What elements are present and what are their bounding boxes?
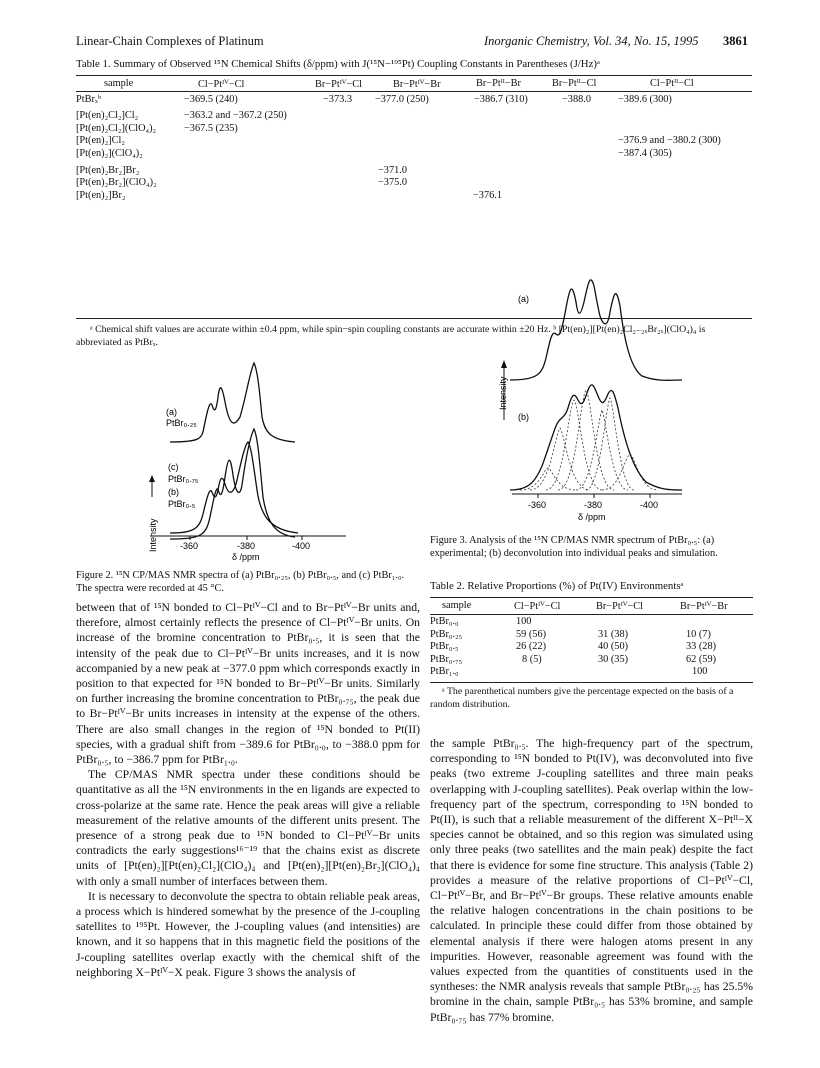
table1-cell: −388.0: [562, 93, 591, 105]
table2-cell: 26 (22): [516, 641, 547, 653]
figure2-label-c: (c): [168, 462, 179, 472]
table1-cell: −387.4 (305): [618, 147, 672, 159]
figure3-tick-label: -360: [528, 500, 547, 510]
figure2-caption: Figure 2. ¹⁵N CP/MAS NMR spectra of (a) PtBr₀.₂₅, (b) PtBr₀.₅, and (c) PtBr₁.₀. The spectra were recorded at 45 °C.: [76, 570, 405, 594]
table1-row: [76, 190, 752, 203]
figure2-label-b: (b): [168, 487, 179, 497]
table2-row: [430, 654, 753, 666]
table1-cell: −363.2 and −367.2 (250): [184, 110, 287, 122]
table1-cell: [Pt(en)₂]Cl₂: [76, 135, 125, 147]
figure3-label-b: (b): [518, 412, 529, 422]
table1-cell: [Pt(en)₂](ClO₄)₂: [76, 147, 143, 159]
figure2-ylabel: Intensity: [148, 518, 158, 552]
table1-top-rule: [76, 75, 752, 76]
table1-cell: −375.0: [378, 177, 407, 189]
table2-cell: 40 (50): [598, 641, 629, 653]
table1-cell: [Pt(en)₂Cl₂](ClO₄)₂: [76, 122, 157, 134]
table1-header: Br−Ptᴵᴵ−Br: [476, 78, 521, 89]
table1-cell: −371.0: [378, 164, 407, 176]
figure2-xlabel: δ /ppm: [232, 552, 260, 562]
table1-cell: −386.7 (310): [474, 93, 528, 105]
table1-row: [76, 123, 752, 136]
table1-cell: [Pt(en)₂]Br₂: [76, 189, 126, 201]
table1-cell: [Pt(en)₂Br₂](ClO₄)₂: [76, 177, 157, 189]
figure3-caption: Figure 3. Analysis of the ¹⁵N CP/MAS NMR spectrum of PtBr₀.₅: (a) experimental; (b) deconvolution into individual peaks and simulation.: [430, 535, 718, 559]
table2-cell: 62 (59): [686, 653, 717, 665]
table1-header: Br−Ptᴵᴵ−Cl: [552, 78, 597, 89]
figure3-trace-b-simulation: [510, 385, 682, 490]
table2-cell: 8 (5): [522, 653, 542, 665]
table1-cell: −367.5 (235): [184, 122, 238, 134]
figure2-tick-label: -400: [292, 541, 311, 551]
figure3-arrowhead: [501, 360, 507, 368]
table2-row: [430, 666, 753, 678]
table1-header: Cl−Ptᴵᴵ−Cl: [650, 78, 694, 89]
table2-row: [430, 641, 753, 653]
figure3-deconvolution-peaks: [520, 390, 658, 490]
table2-header: Cl−Ptᴵⱽ−Cl: [514, 601, 561, 612]
table1-footnote: ᵃ Chemical shift values are accurate within ±0.4 ppm, while spin−spin coupling constants are accurate within ±20 Hz. ᵇ [Pt(en)₂][Pt(en)₂Cl₂₋₂ₓBr₂ₓ](ClO₄)₄ is abbreviated as PtBrₓ.: [76, 324, 706, 348]
table1-header-row: [76, 78, 752, 91]
figure2-tick-label: -360: [180, 541, 199, 551]
table2-cell: PtBr₀.₂₅: [430, 628, 463, 640]
table1: [76, 78, 752, 202]
table1-header: Cl−Ptᴵⱽ−Cl: [198, 79, 245, 90]
table1-row: [76, 135, 752, 148]
table1-header: sample: [104, 78, 134, 89]
paragraph: between that of ¹⁵N bonded to Cl−Ptᴵⱽ−Cl and to Br−Ptᴵⱽ−Br units and, therefore, almost certainly reflects the presence of Cl−Ptᴵⱽ−Br units. On increase of the bromine concentration to PtBr₀.₅, it is seen that the intensity of the peak due to Cl−Ptᴵⱽ−Br units increases, and it is now accompanied by a new peak at −377.0 ppm which corresponds exactly in position to that expected for ¹⁵N bonded to Br−Ptᴵⱽ−Br units. Similarly on further increasing the bromine concentration to PtBr₀.₇₅, the peak due to Br−Ptᴵⱽ−Br units increases in intensity at the expense of the others. There are also small changes in the region of ¹⁵N bonded to Pt(II) species, with a gradual shift from −389.6 for PtBr₀.₀, to −388.0 ppm for PtBr₀.₅, to −386.7 ppm for PtBr₁.₀.: [76, 601, 420, 767]
figure2-x-axis: [150, 530, 350, 564]
running-title: Linear-Chain Complexes of Platinum: [76, 34, 264, 48]
table1-header: Br−Ptᴵⱽ−Cl: [315, 79, 362, 90]
figure2-trace-c: [170, 442, 298, 533]
figure3-ylabel: Intensity: [498, 376, 508, 410]
table2-cell: 31 (38): [598, 628, 629, 640]
table2: [430, 600, 753, 678]
figure3-spectra: [490, 268, 700, 536]
journal-citation: Inorganic Chemistry, Vol. 34, No. 15, 1995: [484, 34, 699, 48]
figure3-trace-a: [510, 280, 682, 380]
figure3-tick-label: -380: [584, 500, 603, 510]
table2-cell: PtBr₁.₀: [430, 665, 459, 677]
figure2-label-a: (a): [166, 407, 177, 417]
table1-cell: −376.9 and −380.2 (300): [618, 135, 721, 147]
figure2-trace-a: [170, 363, 295, 442]
table1-header: Br−Ptᴵⱽ−Br: [393, 79, 441, 90]
table1-row: [76, 165, 752, 178]
table2-header: sample: [442, 600, 472, 611]
table2-row: [430, 629, 753, 641]
paragraph: It is necessary to deconvolute the spectra to obtain reliable peak areas, a process which is hindered somewhat by the presence of the J-coupling satellites to ¹⁹⁵Pt. However, the J-coupling values (and intensities) are known, and it so happens that in this magnetic field the positions of the J-coupling satellites overlap exactly with the chemical shift of the neighboring X−Ptᴵⱽ−X peak. Figure 3 shows the analysis of: [76, 889, 420, 979]
deconvolution-peak: [520, 468, 576, 490]
figure3-tick-label: -400: [640, 500, 659, 510]
table2-cell: 10 (7): [686, 628, 711, 640]
left-column: [76, 600, 420, 980]
table2-header-row: [430, 600, 753, 612]
table1-row: [76, 110, 752, 123]
table2-cell: PtBr₀.₅: [430, 641, 459, 653]
table1-row: [76, 148, 752, 161]
table1-cell: −376.1: [473, 189, 502, 201]
figure2-tick-label: -380: [237, 541, 256, 551]
table1-cell: −377.0 (250): [375, 93, 429, 105]
paragraph: the sample PtBr₀.₅. The high-frequency part of the spectrum, corresponding to ¹⁵N bonded to Pt(IV), was deconvoluted into five peaks (two extreme J-coupling satellites and three main peaks overlapping with J-coupling satellites). Peak overlap within the low-frequency part of the spectrum, corresponding to ¹⁵N bonded to Pt(II), is such that a reliable measurement of the different X−Ptᴵᴵ−X species cannot be obtained, and so this region was simulated using only three peaks (two satellites and the main peak) despite the fact that there is evidence for some fine structure. This analysis (Table 2) provides a measure of the relative proportions of Cl−Ptᴵⱽ−Cl, Cl−Ptᴵⱽ−Br, and Br−Ptᴵⱽ−Br groups. These relative amounts enable the relative halogen concentrations in the chain positions to be calculated. In principle these could differ from those obtained by elemental analysis if there were halogen atoms present in any impurities. However, reasonable agreement was found with the values expected from the quantities of constituents used in the syntheses: the NMR analysis reveals that sample PtBr₀.₂₅ has 25.5% bromine in the chain, sample PtBr₀.₅ has 53% bromine, and sample PtBr₀.₇₅ has 77% bromine.: [430, 737, 753, 1024]
figure2-label-c-sample: PtBr₀.₇₅: [168, 474, 199, 484]
deconvolution-peak: [558, 390, 614, 490]
table2-cell: 59 (56): [516, 628, 547, 640]
table2-cell: 33 (28): [686, 641, 717, 653]
page-number: 3861: [723, 34, 748, 48]
table1-cell: [Pt(en)₂Br₂]Br₂: [76, 164, 140, 176]
figure3-label-a: (a): [518, 294, 529, 304]
table1-cell: [Pt(en)₂Cl₂]Cl₂: [76, 110, 139, 122]
table1-cell: PtBrₓᵇ: [76, 93, 102, 105]
table2-cell: 100: [692, 665, 708, 677]
table2-top-rule: [430, 597, 753, 598]
table2-cell: 30 (35): [598, 653, 629, 665]
table2-cell: PtBr₀.₇₅: [430, 653, 463, 665]
figure3-xlabel: δ /ppm: [578, 512, 606, 522]
table1-row: [76, 94, 752, 107]
table2-header: Br−Ptᴵⱽ−Br: [680, 601, 728, 612]
table1-cell: −373.3: [323, 93, 352, 105]
table1-caption: Table 1. Summary of Observed ¹⁵N Chemical Shifts (δ/ppm) with J(¹⁵N−¹⁹⁵Pt) Coupling Constants in Parentheses (J/Hz)ᵃ: [76, 58, 600, 70]
table2-footnote: ᵃ The parenthetical numbers give the percentage expected on the basis of a random distribution.: [430, 686, 734, 710]
figure2-label-b-sample: PtBr₀.₅: [168, 499, 196, 509]
table1-cell: −389.6 (300): [618, 93, 672, 105]
table2-header: Br−Ptᴵⱽ−Cl: [596, 601, 643, 612]
table2-caption: Table 2. Relative Proportions (%) of Pt(IV) Environmentsᵃ: [430, 580, 684, 592]
table2-cell: PtBr₀.₀: [430, 616, 459, 628]
deconvolution-peak: [576, 410, 628, 490]
figure2-label-a-sample: PtBr₀.₂₅: [166, 418, 197, 428]
paragraph: The CP/MAS NMR spectra under these conditions should be quantitative as all the ¹⁵N environments in the en ligands are expected to cross-polarize at the same rate. Hence the peak areas will give a reliable measurement of the relative amounts of the different units present. The presence of a strong peak due to ¹⁵N bonded to Cl−Ptᴵⱽ−Br units contradicts the early suggestions¹⁶⁻¹⁹ that the chains exist as discrete units of [Pt(en)₂][Pt(en)₂Cl₂](ClO₄)₄ and [Pt(en)₂][Pt(en)₂Br₂](ClO₄)₄ with only a small number of interfaces between them.: [76, 768, 420, 888]
table2-cell: 100: [516, 616, 532, 628]
table1-row: [76, 177, 752, 190]
table1-cell: −369.5 (240): [184, 93, 238, 105]
right-column: [430, 736, 753, 1025]
table2-row: [430, 616, 753, 628]
table2-bottom-rule: [430, 682, 753, 683]
